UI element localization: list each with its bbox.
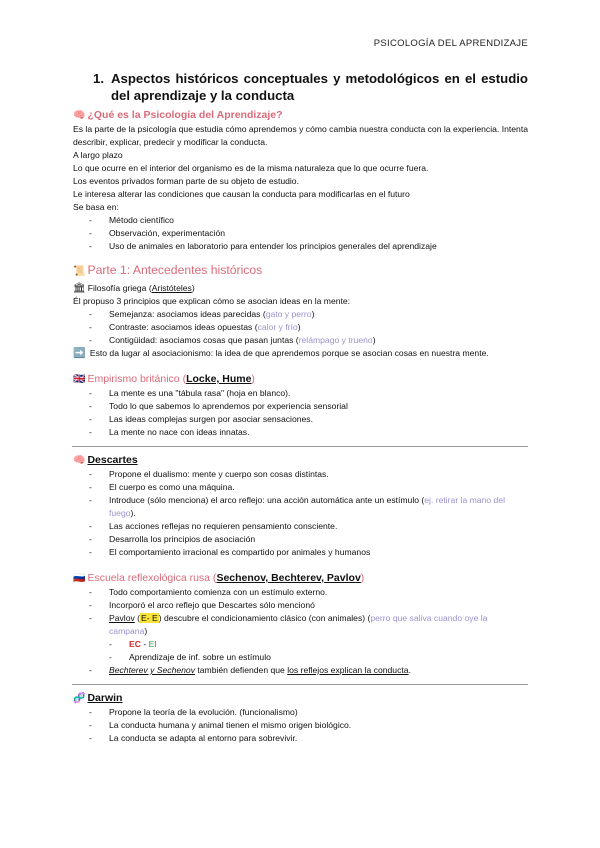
uk-flag-icon: 🇬🇧 <box>73 374 86 385</box>
text-span: ) <box>311 309 315 319</box>
list-item <box>89 612 528 638</box>
document-body <box>73 70 528 745</box>
list-item: - La conducta se adapta al entorno para sobrevivir. <box>89 732 528 745</box>
list-item: - La mente no nace con ideas innatas. <box>89 426 528 439</box>
text-span: Contigüidad: asociamos cosas que pasan juntas ( <box>109 335 299 345</box>
text-span: ( <box>134 613 141 623</box>
text-span: ) descubre el condicionamiento clásico (con animales) ( <box>158 613 371 623</box>
brain-icon: 🧠 <box>73 110 86 121</box>
text-span: . <box>408 665 411 675</box>
section-heading-empirismo <box>73 372 528 387</box>
conclusion-paragraph <box>73 347 528 360</box>
section-heading-descartes <box>73 453 528 468</box>
pavlov-sublist <box>109 638 528 664</box>
example-text: gato y perro <box>265 309 312 319</box>
text-span: Contraste: asociamos ideas opuestas ( <box>109 322 258 332</box>
temple-icon: 🏛 <box>73 283 86 294</box>
empirismo-list <box>89 387 528 439</box>
list-item: - La conducta humana y animal tienen el mismo origen biológico. <box>89 719 528 732</box>
section-heading-parte-1 <box>73 262 528 280</box>
descartes-list <box>89 468 528 559</box>
title-number: 1. <box>93 71 104 86</box>
section-heading-text: ¿Qué es la Psicología del Aprendizaje? <box>87 109 283 121</box>
russia-flag-icon: 🇷🇺 <box>73 573 86 584</box>
document-title <box>93 70 528 104</box>
text-span: Esto da lugar al asociacionismo: la idea de que aprendemos porque se asocian cosas en nuestra mente. <box>89 348 489 358</box>
author-names: Darwin <box>87 692 123 704</box>
text-span: Empirismo británico ( <box>87 373 187 385</box>
list-item: - El comportamiento irracional es compartido por animales y humanos <box>89 546 528 559</box>
ei-label: EI <box>148 639 157 649</box>
author-name: Pavlov <box>109 613 135 623</box>
paragraph: A largo plazo <box>73 150 123 160</box>
example-text: perro que saliva cuando oye la campana <box>109 613 488 636</box>
list-item: - El cuerpo es como una máquina. <box>89 481 528 494</box>
example-text: calor y frío <box>257 322 298 332</box>
list-item: - Aprendizaje de inf. sobre un estímulo <box>109 651 528 664</box>
paragraph: Los eventos privados forman parte de su objeto de estudio. <box>73 176 299 186</box>
paragraph: Es la parte de la psicología que estudia cómo aprendemos y cómo cambia nuestra conducta con la experiencia. Intenta describir, explicar, predecir y modificar la conducta. <box>73 124 528 147</box>
basis-list <box>89 214 528 253</box>
author-names: Descartes <box>87 454 138 466</box>
paragraph: Lo que ocurre en el interior del organismo es de la misma naturaleza que lo que ocurre fuera. <box>73 163 429 173</box>
section-heading-escuela-rusa <box>73 571 528 586</box>
brain-icon: 🧠 <box>73 455 86 466</box>
text-span: ) <box>251 373 255 385</box>
section-heading-text: Parte 1: Antecedentes históricos <box>87 263 263 277</box>
highlight-text: E- E <box>141 613 158 623</box>
principles-list <box>89 308 528 347</box>
title-text: Aspectos históricos conceptuales y metodológicos en el estudio del aprendizaje y la conducta <box>111 71 528 103</box>
text-span: Semejanza: asociamos ideas parecidas ( <box>109 309 266 319</box>
list-item: - Incorporó el arco reflejo que Descartes sólo mencionó <box>89 599 528 612</box>
text-span: ) <box>297 322 301 332</box>
text-span: ). <box>130 508 136 518</box>
example-text: ej. retirar la mano del fuego <box>109 495 506 518</box>
author-name: Aristóteles <box>151 283 192 293</box>
author-names: Bechterev y Sechenov <box>109 665 195 675</box>
text-span: Escuela reflexológica rusa ( <box>87 572 217 584</box>
underlined-text: los reflejos explican la conducta <box>287 665 409 675</box>
divider <box>72 446 528 447</box>
divider <box>72 684 528 685</box>
greek-philosophy-line <box>73 282 528 295</box>
text-span: ) <box>372 335 376 345</box>
paragraph: Se basa en: <box>73 202 119 212</box>
text-span: ) <box>144 626 148 636</box>
list-item <box>89 321 528 334</box>
list-item: - Propone el dualismo: mente y cuerpo son cosas distintas. <box>89 468 528 481</box>
section-heading-que-es <box>73 108 528 123</box>
running-header: PSICOLOGÍA DEL APRENDIZAJE <box>373 38 528 49</box>
list-item: - Las acciones reflejas no requieren pensamiento consciente. <box>89 520 528 533</box>
text-span: ) <box>360 572 365 584</box>
darwin-list <box>89 706 528 745</box>
author-names: Sechenov, Bechterev, Pavlov <box>216 572 361 584</box>
arrow-right-icon: ➡️ <box>73 348 86 359</box>
ec-label: EC <box>129 639 141 649</box>
dna-icon: 🧬 <box>73 693 86 704</box>
text-span: también defienden que <box>195 665 288 675</box>
list-item: - Las ideas complejas surgen por asociar sensaciones. <box>89 413 528 426</box>
list-item <box>89 308 528 321</box>
list-item: - Todo comportamiento comienza con un estímulo externo. <box>89 586 528 599</box>
list-item: - Desarrolla los principios de asociación <box>89 533 528 546</box>
text-span: ) <box>191 283 195 293</box>
list-item: - Uso de animales en laboratorio para entender los principios generales del aprendizaje <box>89 240 528 253</box>
list-item <box>109 638 528 651</box>
list-item: - La mente es una "tábula rasa" (hoja en blanco). <box>89 387 528 400</box>
example-text: relámpago y trueno <box>298 335 373 345</box>
text-span: Introduce (sólo menciona) el arco reflejo: una acción automática ante un estímulo ( <box>109 495 425 505</box>
text-span: - <box>140 639 149 649</box>
author-names: Locke, Hume <box>186 373 252 385</box>
scroll-icon: 📜 <box>73 266 86 277</box>
list-item: - Método científico <box>89 214 528 227</box>
list-item <box>89 334 528 347</box>
list-item: - Propone la teoría de la evolución. (funcionalismo) <box>89 706 528 719</box>
rusa-list <box>89 586 528 638</box>
text-span: Filosofía griega ( <box>87 283 152 293</box>
paragraph: Le interesa alterar las condiciones que causan la conducta para modificarlas en el futuro <box>73 189 410 199</box>
rusa-list-end <box>89 664 528 677</box>
list-item: - Observación, experimentación <box>89 227 528 240</box>
list-item <box>89 664 528 677</box>
section-heading-darwin <box>73 691 528 706</box>
paragraph: Él propuso 3 principios que explican cómo se asocian ideas en la mente: <box>73 296 351 306</box>
list-item: - Todo lo que sabemos lo aprendemos por experiencia sensorial <box>89 400 528 413</box>
list-item <box>89 494 528 520</box>
